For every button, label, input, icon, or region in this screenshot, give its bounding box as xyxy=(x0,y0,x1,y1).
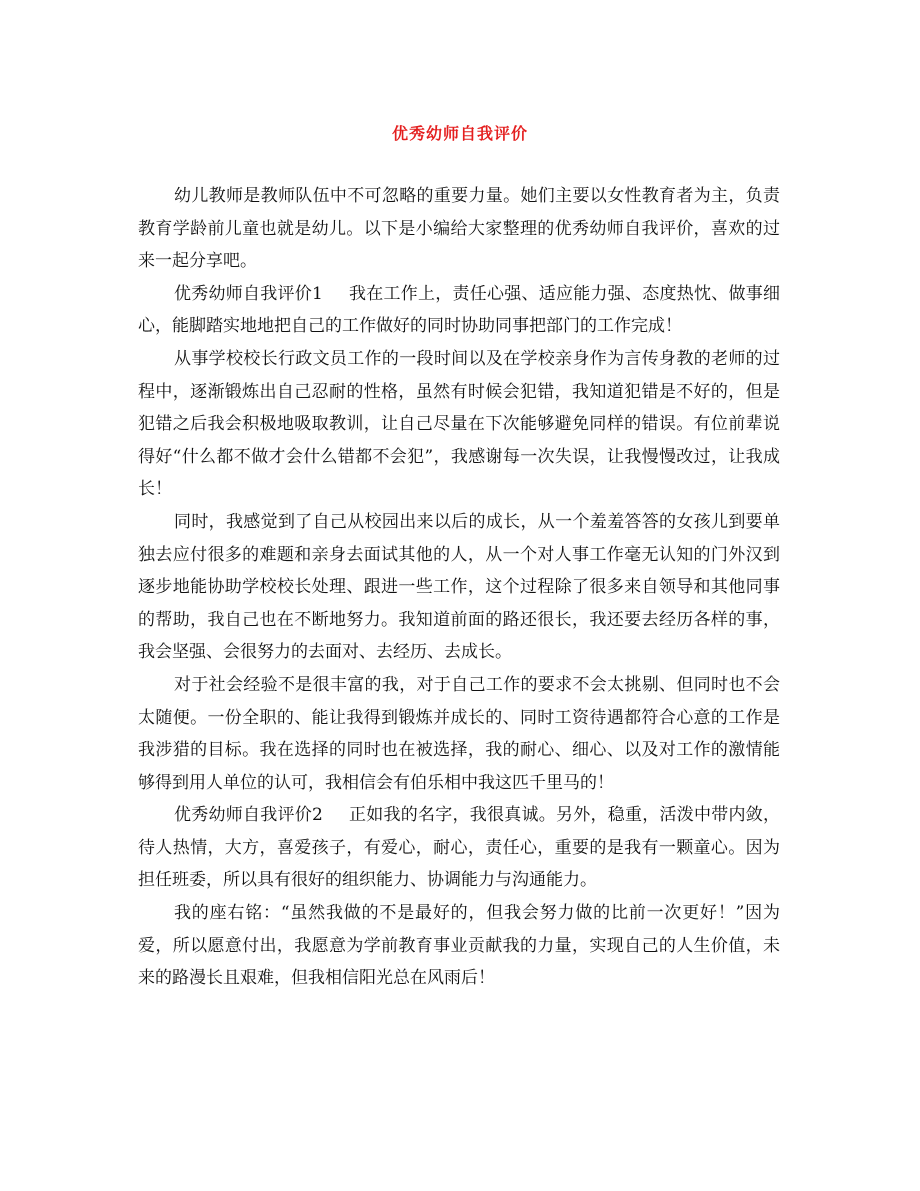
paragraph-text: 我的座右铭：“虽然我做的不是最好的，但我会努力做的比前一次更好！”因为爱，所以愿意付出，我愿意为学前教育事业贡献我的力量，实现自己的人生价值，未来的路漫长且艰难，但我相信阳光总在风雨后！ xyxy=(138,903,780,989)
paragraph-evaluation-1 xyxy=(138,278,780,343)
paragraph-evaluation-2 xyxy=(138,799,780,897)
paragraph-experience xyxy=(138,343,780,506)
section-heading-2: 优秀幼师自我评价2 xyxy=(174,805,323,826)
paragraph-motto xyxy=(138,897,780,995)
paragraph-text: 同时，我感觉到了自己从校园出来以后的成长，从一个羞羞答答的女孩儿到要单独去应付很多的难题和亲身去面试其他的人，从一个对人事工作毫无认知的门外汉到逐步地能协助学校校长处理、跟进一些工作，这个过程除了很多来自领导和其他同事的帮助，我自己也在不断地努力。我知道前面的路还很长，我还要去经历各样的事，我会坚强、会很努力的去面对、去经历、去成长。 xyxy=(138,511,780,663)
paragraph-growth xyxy=(138,506,780,669)
paragraph-intro xyxy=(138,180,780,278)
paragraph-text: 幼儿教师是教师队伍中不可忽略的重要力量。她们主要以女性教育者为主，负责教育学龄前儿童也就是幼儿。以下是小编给大家整理的优秀幼师自我评价，喜欢的过来一起分享吧。 xyxy=(138,186,780,272)
paragraph-goals xyxy=(138,669,780,799)
document-body xyxy=(138,180,780,995)
paragraph-text: 从事学校校长行政文员工作的一段时间以及在学校亲身作为言传身教的老师的过程中，逐渐锻炼出自己忍耐的性格，虽然有时候会犯错，我知道犯错是不好的，但是犯错之后我会积极地吸取教训，让自己尽量在下次能够避免同样的错误。有位前辈说得好“什么都不做才会什么错都不会犯”，我感谢每一次失误，让我慢慢改过，让我成长！ xyxy=(138,348,780,500)
document-title: 优秀幼师自我评价 xyxy=(391,124,528,143)
paragraph-text: 我在工作上，责任心强、适应能力强、态度热忱、做事细心，能脚踏实地地把自己的工作做好的同时协助同事把部门的工作完成！ xyxy=(138,283,780,337)
paragraph-text: 正如我的名字，我很真诚。另外，稳重，活泼中带内敛，待人热情，大方，喜爱孩子，有爱心，耐心，责任心，重要的是我有一颗童心。因为担任班委，所以具有很好的组织能力、协调能力与沟通能力。 xyxy=(138,805,780,891)
paragraph-text: 对于社会经验不是很丰富的我，对于自己工作的要求不会太挑剔、但同时也不会太随便。一份全职的、能让我得到锻炼并成长的、同时工资待遇都符合心意的工作是我涉猎的目标。我在选择的同时也在被选择，我的耐心、细心、以及对工作的激情能够得到用人单位的认可，我相信会有伯乐相中我这匹千里马的！ xyxy=(138,674,780,793)
section-heading-1: 优秀幼师自我评价1 xyxy=(174,283,323,304)
